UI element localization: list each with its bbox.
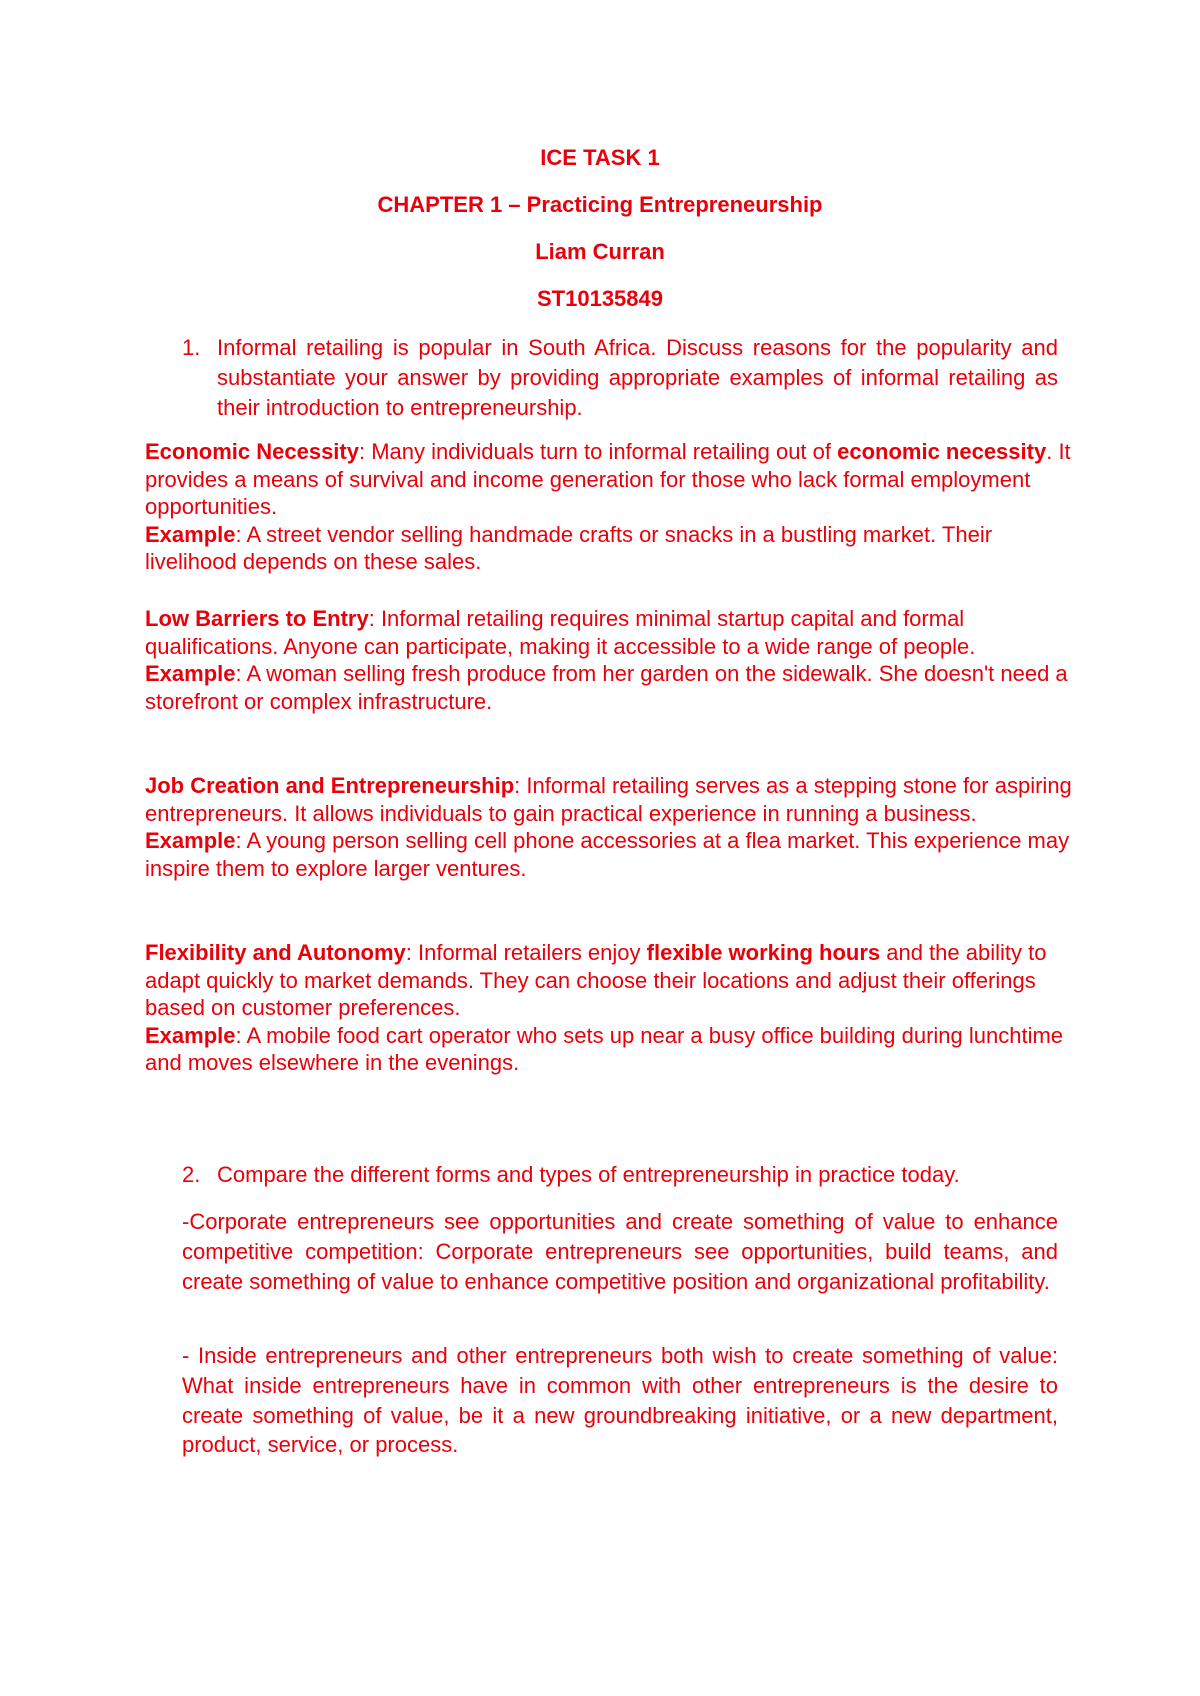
answer-text: : Many individuals turn to informal retailing out of bbox=[358, 439, 838, 464]
example-label: Example bbox=[145, 828, 236, 854]
question-2 bbox=[175, 1160, 1058, 1190]
answer-economic-necessity bbox=[145, 438, 1075, 576]
question-2-number: 2. bbox=[182, 1162, 201, 1187]
answer-text: : Informal retailing requires minimal startup capital and formal qualifications. Anyone can participate, making it accessible to a wide range of people. bbox=[145, 606, 976, 659]
answer-heading: Job Creation and Entrepreneurship bbox=[145, 773, 515, 798]
answer-heading: Low Barriers to Entry bbox=[145, 606, 369, 631]
question-1-number: 1. bbox=[182, 335, 201, 360]
answer-text-continued: and the ability to adapt quickly to market demands. They can choose their locations and adjust their offerings based on customer preferences. bbox=[145, 940, 1047, 1021]
answer-heading: Flexibility and Autonomy bbox=[145, 940, 406, 965]
author-name: Liam Curran bbox=[535, 239, 665, 264]
example-label: Example bbox=[145, 661, 236, 687]
answer-bold-phrase: flexible working hours bbox=[646, 940, 881, 965]
answer-text: : Informal retailers enjoy bbox=[405, 940, 647, 965]
question-2-text: Compare the different forms and types of entrepreneurship in practice today. bbox=[217, 1162, 960, 1187]
question-1-text: Informal retailing is popular in South Africa. Discuss reasons for the popularity and substantiate your answer by providing appropriate examples of informal retailing as their introduction to entrepreneurship. bbox=[217, 335, 1058, 420]
example-text: : A woman selling fresh produce from her garden on the sidewalk. She doesn't need a storefront or complex infrastructure. bbox=[145, 661, 1068, 714]
answer-heading: Economic Necessity bbox=[145, 439, 359, 464]
example-text: : A street vendor selling handmade crafts or snacks in a bustling market. Their livelihood depends on these sales. bbox=[145, 521, 993, 575]
answer-job-creation bbox=[145, 772, 1075, 882]
task-title: ICE TASK 1 bbox=[540, 145, 660, 170]
example-label: Example bbox=[145, 521, 236, 547]
student-number: ST10135849 bbox=[537, 286, 663, 311]
chapter-title: CHAPTER 1 – Practicing Entrepreneurship bbox=[377, 192, 823, 217]
inside-entrepreneurs-paragraph: - Inside entrepreneurs and other entrepreneurs both wish to create something of value: What inside entrepreneurs have in common with other entrepreneurs is the desire to create something of value, be it a new groundbreaking initiative, or a new department, product, service, or process. bbox=[182, 1343, 1058, 1458]
answer-low-barriers bbox=[145, 605, 1075, 715]
example-text: : A mobile food cart operator who sets up near a busy office building during lunchtime and moves elsewhere in the evenings. bbox=[145, 1022, 1064, 1076]
example-label: Example bbox=[145, 1022, 236, 1048]
example-text: : A young person selling cell phone accessories at a flea market. This experience may inspire them to explore larger ventures. bbox=[145, 828, 1070, 881]
corporate-entrepreneurs-paragraph: -Corporate entrepreneurs see opportunities and create something of value to enhance competitive competition: Corporate entrepreneurs see opportunities, build teams, and create something of value to enhance competitive position and organizational profitability. bbox=[182, 1209, 1058, 1294]
answer-flexibility bbox=[145, 939, 1075, 1077]
answer-text-continued: . It provides a means of survival and income generation for those who lack formal employment opportunities. bbox=[145, 439, 1071, 520]
answer-text: : Informal retailing serves as a stepping stone for aspiring entrepreneurs. It allows individuals to gain practical experience in running a business. bbox=[145, 773, 1072, 826]
question-1 bbox=[175, 333, 1058, 423]
answer-bold-phrase: economic necessity bbox=[837, 439, 1047, 464]
